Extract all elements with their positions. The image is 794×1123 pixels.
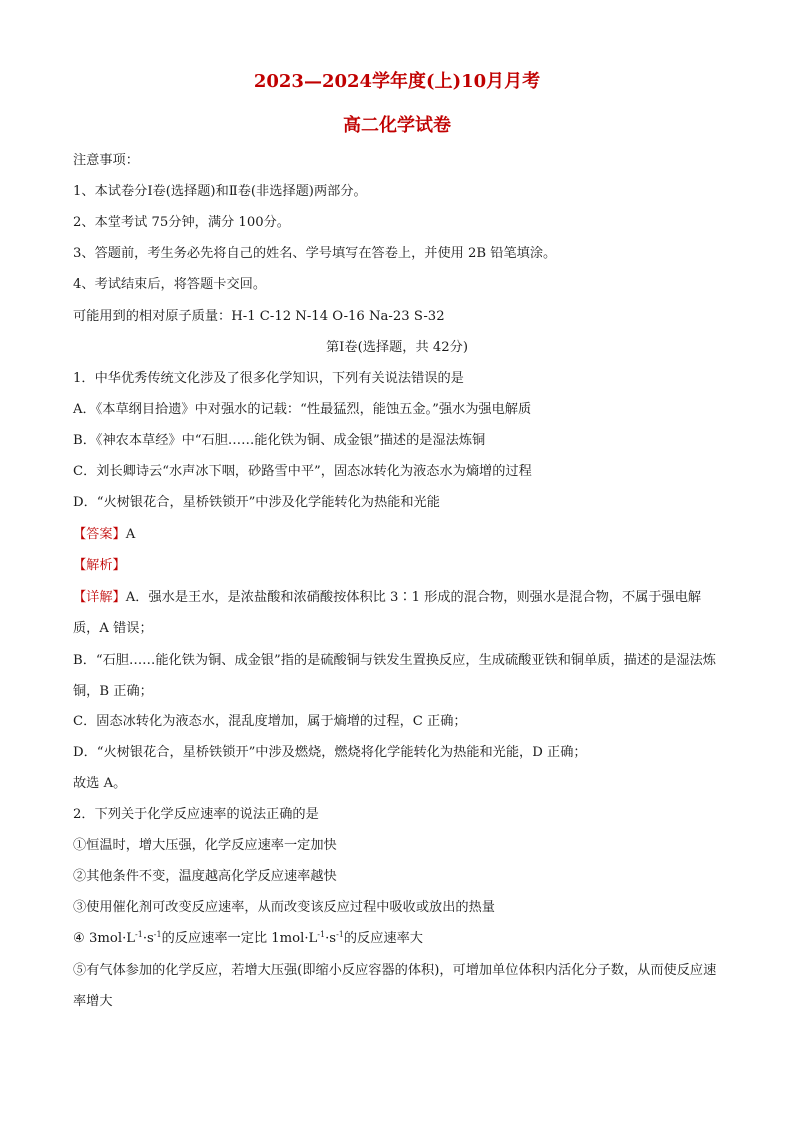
answer-label: 【答案】 [73, 527, 126, 542]
s4-end: 的反应速率大 [343, 931, 423, 946]
option-d: D．“火树银花合，星桥铁锁开”中涉及化学能转化为热能和光能 [73, 495, 440, 510]
notes-heading: 注意事项： [73, 153, 139, 168]
s4-sup: -1 [317, 930, 326, 939]
detail-c: C．固态冰转化为液态水，混乱度增加，属于熵增的过程，C 正确； [73, 714, 467, 729]
statement-2: ②其他条件不变，温度越高化学反应速率越快 [73, 869, 337, 884]
analysis-label: 【解析】 [73, 558, 126, 573]
conclusion: 故选 A。 [73, 776, 127, 791]
s4-mid: 的反应速率一定比 1mol·L [161, 931, 318, 946]
s4-prefix: ④ 3mol·L [73, 931, 136, 946]
option-b: B．《神农本草经》中“石胆……能化铁为铜、成金银”描述的是湿法炼铜 [73, 433, 486, 448]
answer-line [73, 526, 723, 544]
s4-sup: -1 [336, 930, 344, 939]
exam-title: 2023—2024学年度(上)10月月考 [253, 71, 541, 92]
statement-5: ⑤有气体参加的化学反应，若增大压强(即缩小反应容器的体积)，可增加单位体积内活化分子数，从而使反应速率增大 [73, 963, 717, 1009]
option-a: A．《本草纲目拾遗》中对强水的记载：“性最猛烈，能蚀五金。”强水为强电解质 [73, 402, 532, 417]
statement-4 [73, 930, 723, 948]
detail-a [73, 582, 723, 644]
section-heading: 第Ⅰ卷(选择题，共 42分) [326, 340, 468, 355]
option-c: C．刘长卿诗云“水声冰下咽，砂路雪中平”，固态冰转化为液态水为熵增的过程 [73, 464, 532, 479]
detail-b: B．“石胆……能化铁为铜、成金银”指的是硫酸铜与铁发生置换反应，生成硫酸亚铁和铜单质，描述的是湿法炼铜，B 正确； [73, 653, 716, 699]
detail-d: D．“火树银花合，星桥铁锁开”中涉及燃烧，燃烧将化学能转化为热能和光能，D 正确； [73, 745, 587, 760]
exam-subtitle: 高二化学试卷 [343, 115, 451, 136]
note-item: 1、本试卷分Ⅰ卷(选择题)和Ⅱ卷(非选择题)两部分。 [73, 184, 367, 199]
detail-label: 【详解】 [73, 590, 126, 605]
answer-value: A [125, 527, 136, 542]
detail-a-text: A．强水是王水，是浓盐酸和浓硝酸按体积比 3∶1 形成的混合物，则强水是混合物，不属于强电解质，A 错误； [73, 590, 702, 636]
s4-sup: -1 [153, 930, 162, 939]
statement-3: ③使用催化剂可改变反应速率，从而改变该反应过程中吸收或放出的热量 [73, 900, 495, 915]
question-stem: 2．下列关于化学反应速率的说法正确的是 [73, 807, 319, 822]
question-stem: 1．中华优秀传统文化涉及了很多化学知识，下列有关说法错误的是 [73, 371, 464, 386]
statement-1: ①恒温时，增大压强，化学反应速率一定加快 [73, 838, 337, 853]
note-item: 3、答题前，考生务必先将自己的姓名、学号填写在答卷上，并使用 2B 铅笔填涂。 [73, 246, 557, 261]
s4-unit: ·s [142, 931, 154, 946]
s4-unit: ·s [325, 931, 337, 946]
atomic-masses: 可能用到的相对原子质量：H-1 C-12 N-14 O-16 Na-23 S-32 [73, 309, 445, 324]
note-item: 2、本堂考试 75分钟，满分 100分。 [73, 215, 290, 230]
s4-sup: -1 [135, 930, 143, 939]
note-item: 4、考试结束后，将答题卡交回。 [73, 277, 267, 292]
